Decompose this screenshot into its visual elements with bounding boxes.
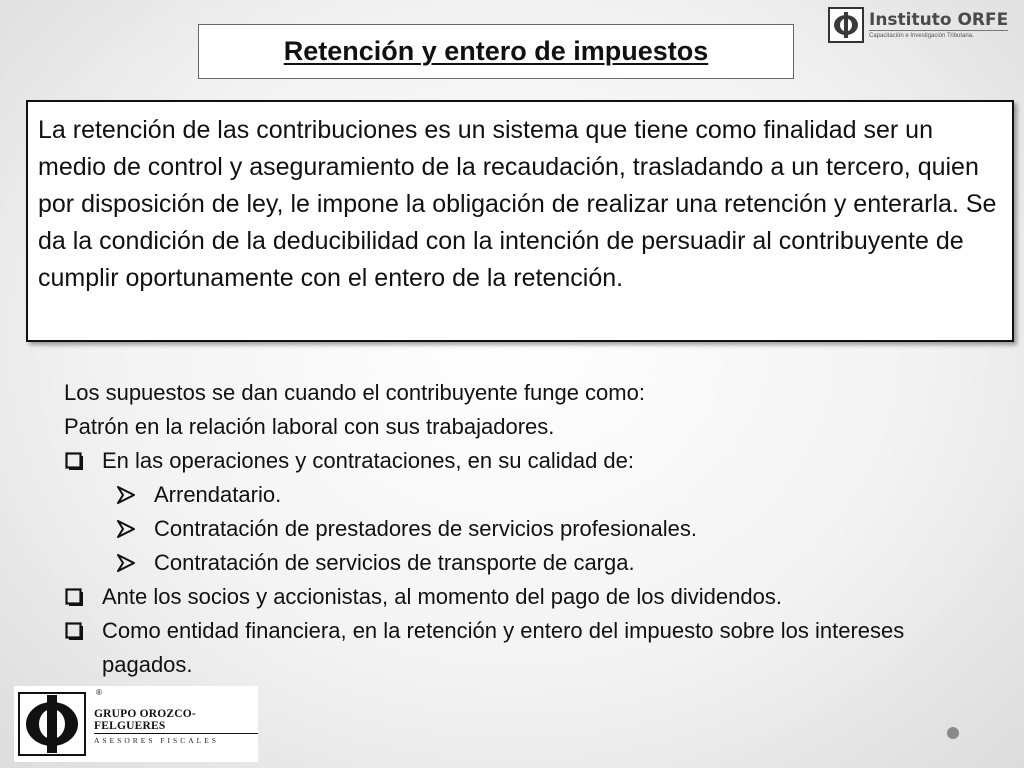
list-item xyxy=(64,580,1004,614)
definition-box xyxy=(26,100,1014,342)
registered-mark: ® xyxy=(96,688,102,697)
logo-bottom-subtitle: ASESORES FISCALES xyxy=(94,735,219,745)
slide-title: Retención y entero de impuestos xyxy=(283,36,709,66)
sub-bullet-text: Contratación de prestadores de servicios profesionales. xyxy=(154,516,697,541)
logo-top-tagline: Capacitación e Investigación Tributaria. xyxy=(869,30,1008,40)
logo-top-name: Instituto ORFE xyxy=(869,9,1009,30)
checkbox-icon xyxy=(64,451,84,471)
bullet-text: En las operaciones y contrataciones, en su calidad de: xyxy=(102,448,634,473)
logo-bottom-name: GRUPO OROZCO-FELGUERES xyxy=(94,708,258,734)
slide-decoration-dot xyxy=(947,727,959,739)
instituto-orfe-logo xyxy=(828,4,1024,46)
slide-title-box xyxy=(198,24,794,79)
list-item xyxy=(64,614,1004,682)
sub-list-item xyxy=(64,546,1004,580)
sub-list-item xyxy=(64,478,1004,512)
phi-logo-icon xyxy=(18,692,86,756)
sub-bullet-text: Contratación de servicios de transporte de carga. xyxy=(154,550,635,575)
phi-logo-icon xyxy=(828,7,864,43)
assumptions-list xyxy=(64,376,1004,682)
grupo-orozco-felgueres-logo xyxy=(14,686,258,762)
checkbox-icon xyxy=(64,621,84,641)
definition-text: La retención de las contribuciones es un sistema que tiene como finalidad ser un medio de control y aseguramiento de la recaudación, trasladando a un tercero, quien por disposición de ley, le impone la obligación de realizar una retención y enterarla. Se da la condición de la deducibilidad con la intención de persuadir al contribuyente de cumplir oportunamente con el entero de la retención. xyxy=(38,116,997,292)
bullet-text: Ante los socios y accionistas, al momento del pago de los dividendos. xyxy=(102,584,782,609)
arrow-bullet-icon xyxy=(116,518,138,540)
checkbox-icon xyxy=(64,587,84,607)
sub-list-item xyxy=(64,512,1004,546)
list-item xyxy=(64,444,1004,478)
employer-line: Patrón en la relación laboral con sus trabajadores. xyxy=(64,414,555,439)
arrow-bullet-icon xyxy=(116,484,138,506)
arrow-bullet-icon xyxy=(116,552,138,574)
intro-line: Los supuestos se dan cuando el contribuyente funge como: xyxy=(64,380,645,405)
sub-bullet-text: Arrendatario. xyxy=(154,482,282,507)
bullet-text: Como entidad financiera, en la retención y entero del impuesto sobre los intereses pagados. xyxy=(102,618,905,677)
